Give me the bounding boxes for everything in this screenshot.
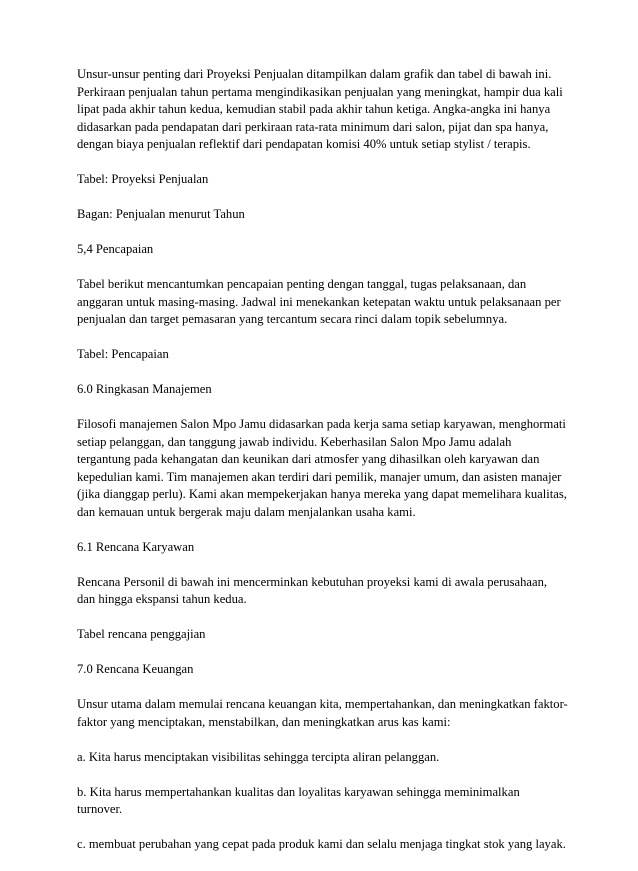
text-line: Bagan: Penjualan menurut Tahun xyxy=(77,207,245,221)
text-line: faktor yang menciptakan, menstabilkan, dan meningkatkan arus kas kami: xyxy=(77,714,451,729)
text-line: Tabel rencana penggajian xyxy=(77,627,206,641)
paragraph-milestones xyxy=(77,276,577,329)
text-line: Rencana Personil di bawah ini mencerminkan kebutuhan proyeksi kami di awala perusahaan, xyxy=(77,574,548,589)
text-line: Unsur-unsur penting dari Proyeksi Penjualan ditampilkan dalam grafik dan tabel di bawah ini. xyxy=(77,67,552,81)
text-line: dan kemauan untuk bergerak maju dalam menjalankan usaha kami. xyxy=(77,504,416,519)
text-line: Filosofi manajemen Salon Mpo Jamu didasarkan pada kerja sama setiap karyawan, menghormati xyxy=(77,417,566,431)
text-line: 5,4 Pencapaian xyxy=(77,242,154,256)
caption-milestones-table xyxy=(77,346,577,364)
paragraph-personnel-plan xyxy=(77,574,577,609)
text-line: b. Kita harus mempertahankan kualitas dan loyalitas karyawan sehingga meminimalkan xyxy=(77,784,520,799)
text-line: Perkiraan penjualan tahun pertama mengindikasikan penjualan yang meningkat, hampir dua kali xyxy=(77,84,563,99)
heading-financial-plan xyxy=(77,661,577,679)
heading-management-summary xyxy=(77,381,577,399)
text-line: c. membuat perubahan yang cepat pada produk kami dan selalu menjaga tingkat stok yang layak. xyxy=(77,837,566,851)
caption-sales-projection-table xyxy=(77,171,577,189)
text-line: kepedulian kami. Tim manajemen akan terdiri dari pemilik, manajer umum, dan asisten manajer xyxy=(77,469,562,484)
text-line: 6.1 Rencana Karyawan xyxy=(77,539,195,554)
text-line: 7.0 Rencana Keuangan xyxy=(77,662,194,676)
list-item-b xyxy=(77,784,577,819)
text-line: dan hingga ekspansi tahun kedua. xyxy=(77,592,247,606)
paragraph-sales-projection-intro xyxy=(77,66,577,154)
text-line: Tabel berikut mencantumkan pencapaian penting dengan tanggal, tugas pelaksanaan, dan xyxy=(77,277,527,291)
text-line: penjualan dan target pemasaran yang tercantum secara rinci dalam topik sebelumnya. xyxy=(77,312,508,326)
paragraph-management-summary xyxy=(77,416,577,521)
text-line: Unsur utama dalam memulai rencana keuangan kita, mempertahankan, dan meningkatkan faktor- xyxy=(77,697,568,711)
text-line: a. Kita harus menciptakan visibilitas sehingga tercipta aliran pelanggan. xyxy=(77,749,440,764)
document-page xyxy=(77,66,577,871)
heading-milestones xyxy=(77,241,577,259)
list-item-a xyxy=(77,749,577,767)
caption-payroll-table xyxy=(77,626,577,644)
caption-sales-by-year-chart xyxy=(77,206,577,224)
text-line: setiap pelanggan, dan tanggung jawab individu. Keberhasilan Salon Mpo Jamu adalah xyxy=(77,434,512,449)
text-line: tergantung pada kehangatan dan keunikan dari atmosfer yang dihasilkan oleh karyawan dan xyxy=(77,452,540,466)
text-line: dengan biaya penjualan reflektif dari pendapatan komisi 40% untuk setiap stylist / terapis. xyxy=(77,137,531,151)
text-line: Tabel: Pencapaian xyxy=(77,347,169,361)
text-line: 6.0 Ringkasan Manajemen xyxy=(77,382,212,396)
paragraph-financial-plan xyxy=(77,696,577,731)
list-item-c xyxy=(77,836,577,854)
text-line: anggaran untuk masing-masing. Jadwal ini menekankan ketepatan waktu untuk pelaksanaan per xyxy=(77,294,561,309)
text-line: lipat pada akhir tahun kedua, kemudian stabil pada akhir tahun ketiga. Angka-angka ini hanya xyxy=(77,102,551,116)
text-line: (jika dianggap perlu). Kami akan mempekerjakan hanya mereka yang dapat memelihara kualitas, xyxy=(77,487,567,501)
text-line: Tabel: Proyeksi Penjualan xyxy=(77,172,209,186)
text-line: turnover. xyxy=(77,802,123,816)
text-line: didasarkan pada pendapatan dari perkiraan rata-rata minimum dari salon, pijat dan spa hanya, xyxy=(77,119,549,134)
heading-personnel-plan xyxy=(77,539,577,557)
